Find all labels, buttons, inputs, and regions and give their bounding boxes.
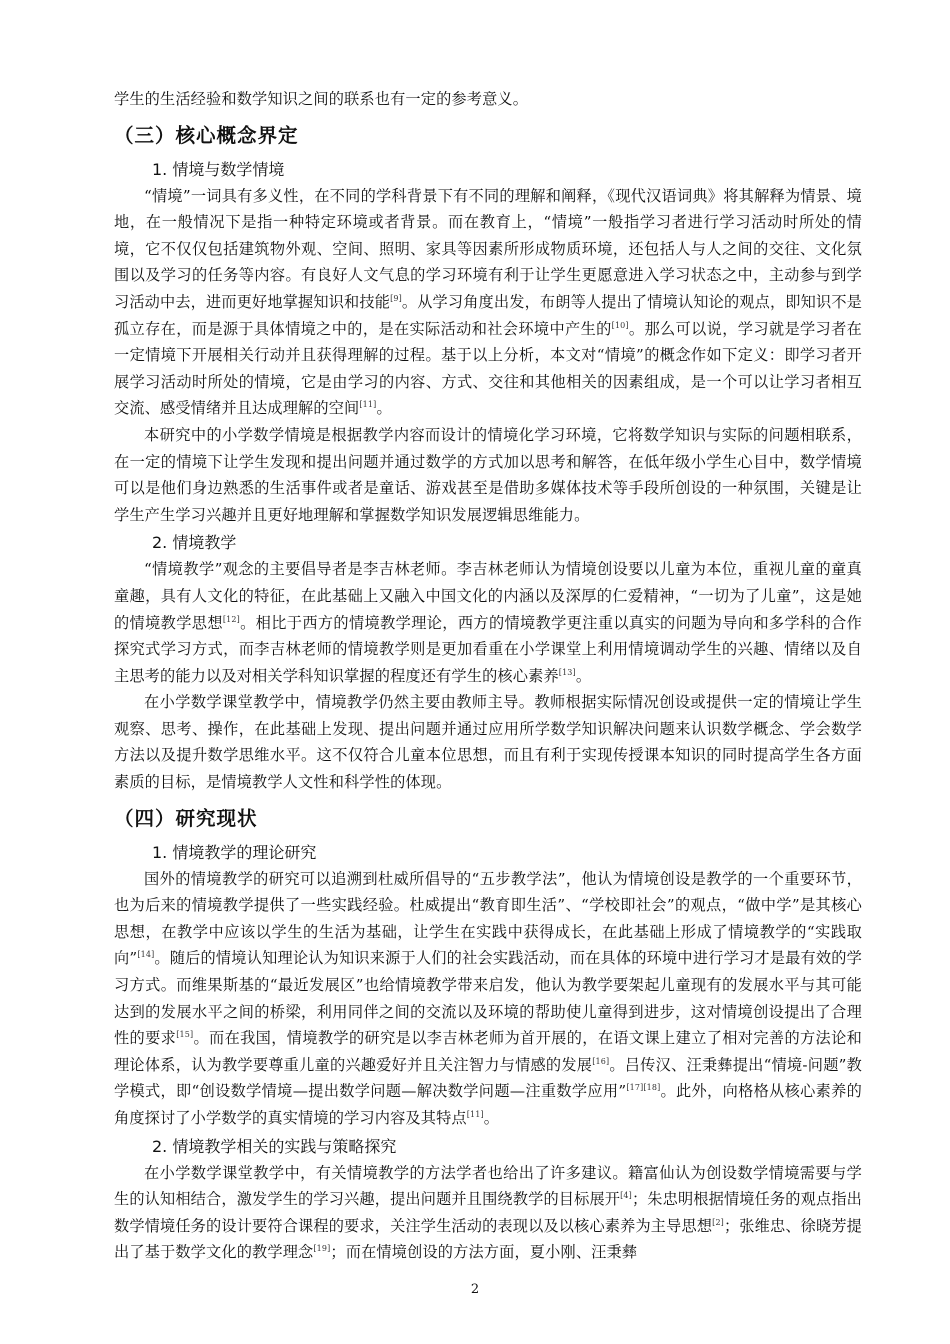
text-run: “情境教学”观念的主要倡导者是李吉林老师。李吉林老师认为情境创设要以儿童为本位，重视儿童的童真童趣，具有人文化的特征，在此基础上又融入中国文化的内涵以及深厚的仁爱精神，“一切为了儿童”，这是她的情境教学思想 — [114, 560, 862, 632]
paragraph-practice-strategy — [114, 1160, 862, 1266]
citation: [17][18] — [626, 1083, 661, 1093]
citation: [12] — [222, 614, 240, 624]
citation: [16] — [592, 1056, 610, 1066]
text-run: 。随后的情境认知理论认为知识来源于人们的社会实践活动，而在具体的环境中进行学习才是最有效的学习方式。而维果斯基的“最近发展区”也给情境教学带来启发，他认为教学要架起儿童现有的发展水平与其可能达到的发展水平之间的桥梁，利用同伴之间的交流以及环境的帮助使儿童得到进步，这对情境创设提出了合理性的要求 — [114, 949, 862, 1048]
citation: [11] — [466, 1110, 484, 1119]
text-run: 在小学数学课堂教学中，有关情境教学的方法学者也给出了许多建议。籍富仙认为创设数学情境需要与学生的认知相结合，激发学生的学习兴趣，提出问题并且围绕教学的目标展开 — [114, 1163, 862, 1209]
paragraph-classroom-teaching: 在小学数学课堂教学中，情境教学仍然主要由教师主导。教师根据实际情况创设或提供一定的情境让学生观察、思考、操作，在此基础上发现、提出问题并通过应用所学数学知识解决问题来认识数学概念、学会数学方法以及提升数学思维水平。这不仅符合儿童本位思想，而且有利于实现传授课本知识的同时提高学生各方面素质的目标，是情境教学人文性和科学性的体现。 — [114, 693, 862, 792]
citation: [14] — [137, 950, 155, 960]
text-run: 。 — [575, 666, 592, 685]
text-run: “情境”一词具有多义性，在不同的学科背景下有不同的理解和阐释，《现代汉语词典》将其解释为情景、境地，在一般情况下是指一种特定环境或者背景。而在教育上，“情境”一般指学习者进行学习活动时所处的情境，它不仅仅包括建筑物外观、空间、照明、家具等因素所形成物质环境，还包括人与人之间的交往、文化氛围以及学习的任务等内容。有良好人文气息的学习环境有利于让学生更愿意进入学习状态之中，主动参与到学习活动中去，进而更好地掌握知识和技能 — [114, 186, 862, 311]
text-run: ；而在情境创设的方法方面，夏小刚、汪秉彝 — [330, 1243, 638, 1262]
text-run: 。而在我国，情境教学的研究是以李吉林老师为首开展的，在语文课上建立了相对完善的方法论和理论体系，认为教学要尊重儿童的兴趣爱好并且关注智力与情感的发展 — [114, 1029, 862, 1074]
paragraph-situation-definition — [114, 183, 862, 422]
text-run: 。从学习角度出发，布朗等人提出了情境认知论的观点，即知识不是孤立存在，而是源于具体情境之中的，是在实际活动和社会环境中产生的 — [114, 292, 862, 338]
paragraph-theory-research — [114, 866, 862, 1132]
text-run: 。吕传汉、汪秉彝提出“情境-问题”教学模式，即“创设数学情境—提出数学问题—解决数学问题—注重数学应用” — [114, 1055, 862, 1101]
citation: [15] — [176, 1030, 194, 1040]
subsection-heading-situational-teaching: 2. 情境教学 — [152, 533, 237, 553]
citation: [4] — [620, 1191, 632, 1201]
citation: [11] — [359, 400, 377, 410]
page-number: 2 — [470, 1282, 480, 1297]
text-run: 。 — [376, 399, 392, 418]
text-run: 。 — [483, 1109, 500, 1127]
text-run: 国外的情境教学的研究可以追溯到杜威所倡导的“五步教学法”，他认为情境创设是教学的一个重要环节，也为后来的情境教学提供了一些实践经验。杜威提出“教育即生活”、“学校即社会”的观点，“做中学”是其核心思想，在教学中应该以学生的生活为基础，让学生在实践中获得成长，在此基础上形成了情境教学的“实践取向” — [114, 869, 862, 968]
page-content — [114, 86, 862, 1266]
section-heading-research-status: （四）研究现状 — [114, 806, 258, 830]
text-run: 。那么可以说，学习就是学习者在一定情境下开展相关行动并且获得理解的过程。基于以上分析，本文对“情境”的概念作如下定义：即学习者开展学习活动时所处的情境，它是由学习的内容、方式、交往和其他相关的因素组成，是一个可以让学习者相互交流、感受情绪并且达成理解的空间 — [114, 319, 862, 418]
subsection-heading-situation: 1. 情境与数学情境 — [152, 159, 285, 179]
section-heading-core-concepts: （三）核心概念界定 — [114, 123, 299, 147]
citation: [2] — [712, 1217, 724, 1227]
intro-paragraph: 学生的生活经验和数学知识之间的联系也有一定的参考意义。 — [114, 90, 529, 108]
paragraph-math-situation: 本研究中的小学数学情境是根据教学内容而设计的情境化学习环境，它将数学知识与实际的问题相联系，在一定的情境下让学生发现和提出问题并通过数学的方式加以思考和解答，在低年级小学生心目中，数学情境可以是他们身边熟悉的生活事件或者是童话、游戏甚至是借助多媒体技术等手段所创设的一种氛围，关键是让学生产生学习兴趣并且更好地理解和掌握数学知识发展逻辑思维能力。 — [114, 425, 862, 524]
subsection-heading-practice-strategy: 2. 情境教学相关的实践与策略探究 — [152, 1136, 397, 1156]
paragraph-li-jilin — [114, 556, 862, 689]
subsection-heading-theory-research: 1. 情境教学的理论研究 — [152, 842, 317, 862]
citation: [19] — [313, 1244, 331, 1254]
citation: [10] — [611, 320, 629, 330]
citation: [13] — [558, 667, 576, 677]
citation: [9] — [390, 293, 402, 303]
text-run: 。此外，向格格从核心素养的角度探讨了小学数学的真实情境的学习内容及其特点 — [114, 1082, 862, 1127]
text-run: ；朱忠明根据情境任务的观点指出数学情境任务的设计要符合课程的要求，关注学生活动的表现以及以核心素养为主导思想 — [114, 1190, 862, 1235]
text-run: ；张维忠、徐晓芳提出了基于数学文化的教学理念 — [114, 1216, 863, 1262]
text-run: 。相比于西方的情境教学理论，西方的情境教学更注重以真实的问题为导向和多学科的合作探究式学习方式，而李吉林老师的情境教学则是更加看重在小学课堂上利用情境调动学生的兴趣、情绪以及自主思考的能力以及对相关学科知识掌握的程度还有学生的核心素养 — [114, 613, 862, 685]
